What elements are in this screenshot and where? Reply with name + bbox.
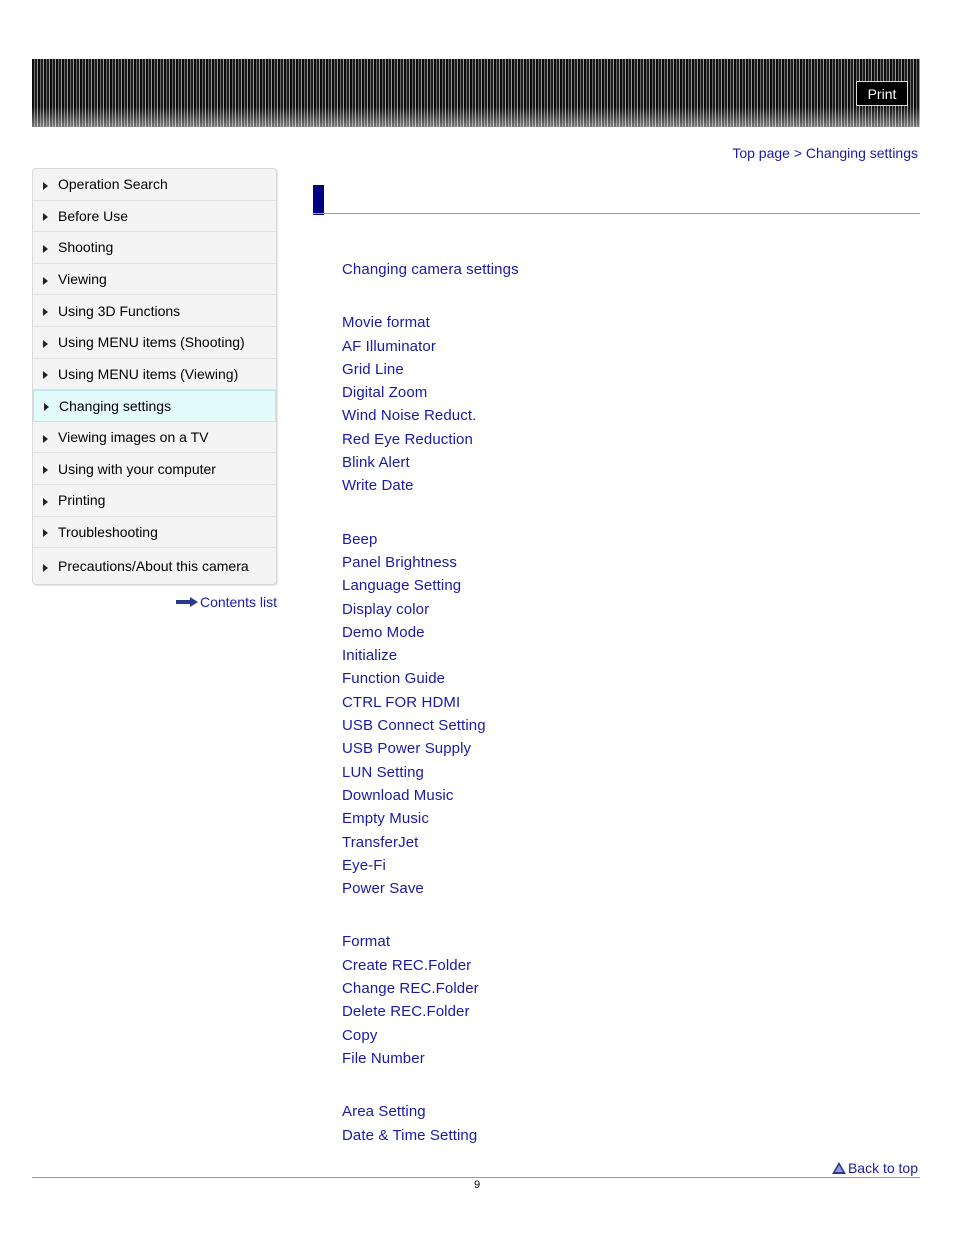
sidebar-item-using-menu-items-viewing[interactable]: [33, 359, 276, 391]
settings-link[interactable]: AF Illuminator: [342, 337, 436, 355]
sidebar-item-label: Viewing: [58, 271, 107, 288]
settings-link[interactable]: Write Date: [342, 477, 414, 495]
settings-link[interactable]: USB Connect Setting: [342, 717, 486, 735]
sidebar-item-label: Using MENU items (Viewing): [58, 365, 239, 382]
link-group: [342, 262, 519, 285]
settings-link[interactable]: Function Guide: [342, 670, 446, 688]
settings-link[interactable]: LUN Setting: [342, 763, 424, 781]
sidebar-item-shooting[interactable]: [33, 232, 276, 264]
settings-link[interactable]: Wind Noise Reduct.: [342, 407, 477, 425]
back-to-top-label: Back to top: [847, 1160, 918, 1176]
sidebar-item-using-3d-functions[interactable]: [33, 295, 276, 327]
contents-list-link[interactable]: [176, 594, 277, 610]
link-group: [342, 532, 519, 905]
triangle-right-icon: [43, 182, 48, 190]
sidebar-item-before-use[interactable]: [33, 201, 276, 233]
sidebar-nav: [32, 168, 277, 585]
settings-link[interactable]: USB Power Supply: [342, 740, 472, 758]
settings-link[interactable]: Beep: [342, 530, 378, 548]
settings-link[interactable]: Power Save: [342, 880, 424, 898]
sidebar-item-label: Operation Search: [58, 176, 168, 193]
settings-link[interactable]: Digital Zoom: [342, 384, 428, 402]
settings-link[interactable]: Area Setting: [342, 1103, 426, 1121]
settings-link[interactable]: Initialize: [342, 647, 398, 665]
footer-divider: [32, 1177, 920, 1178]
link-group: [342, 315, 519, 501]
triangle-right-icon: [43, 340, 48, 348]
settings-link[interactable]: Eye-Fi: [342, 856, 386, 874]
triangle-right-icon: [43, 371, 48, 379]
sidebar-item-label: Troubleshooting: [58, 523, 158, 540]
settings-link[interactable]: File Number: [342, 1049, 425, 1067]
page-title-accent: [313, 185, 324, 215]
sidebar-item-printing[interactable]: [33, 485, 276, 517]
settings-link[interactable]: Display color: [342, 600, 430, 618]
settings-link[interactable]: CTRL FOR HDMI: [342, 693, 461, 711]
settings-link[interactable]: Date & Time Setting: [342, 1126, 478, 1144]
sidebar-item-using-with-your-computer[interactable]: [33, 453, 276, 485]
sidebar-item-viewing[interactable]: [33, 264, 276, 296]
sidebar-item-label: Shooting: [58, 239, 114, 256]
sidebar-item-precautions-about-this-camera[interactable]: [33, 548, 276, 584]
settings-link-list: [342, 262, 519, 1181]
contents-list-label: Contents list: [199, 594, 277, 610]
sidebar-item-operation-search[interactable]: [33, 169, 276, 201]
triangle-right-icon: [43, 466, 48, 474]
sidebar-item-label: Using MENU items (Shooting): [58, 334, 245, 351]
sidebar-item-viewing-images-on-a-tv[interactable]: [33, 422, 276, 454]
triangle-right-icon: [44, 403, 49, 411]
sidebar-item-using-menu-items-shooting[interactable]: [33, 327, 276, 359]
settings-link[interactable]: Panel Brightness: [342, 553, 458, 571]
print-button[interactable]: Print: [856, 81, 908, 106]
triangle-up-icon: [832, 1162, 846, 1174]
sidebar-item-label: Using 3D Functions: [58, 302, 181, 319]
sidebar-item-label: Viewing images on a TV: [58, 429, 209, 446]
triangle-right-icon: [43, 564, 48, 572]
settings-link[interactable]: Blink Alert: [342, 454, 410, 472]
sidebar-item-label: Before Use: [58, 207, 129, 224]
triangle-right-icon: [43, 529, 48, 537]
settings-link[interactable]: Changing camera settings: [342, 261, 519, 278]
triangle-right-icon: [43, 213, 48, 221]
page-number: 9: [473, 1179, 481, 1191]
link-group: [342, 934, 519, 1074]
sidebar-item-label: Printing: [58, 492, 106, 509]
sidebar-item-troubleshooting[interactable]: [33, 517, 276, 549]
settings-link[interactable]: Language Setting: [342, 577, 462, 595]
triangle-right-icon: [43, 277, 48, 285]
sidebar-item-changing-settings[interactable]: [33, 390, 276, 422]
sidebar-item-label: Using with your computer: [58, 460, 216, 477]
breadcrumb-top-page-link[interactable]: Top page: [732, 145, 790, 161]
settings-link[interactable]: Download Music: [342, 786, 454, 804]
triangle-right-icon: [43, 245, 48, 253]
breadcrumb: [732, 145, 918, 161]
triangle-right-icon: [43, 435, 48, 443]
settings-link[interactable]: Create REC.Folder: [342, 956, 472, 974]
header-banner: [32, 59, 920, 127]
triangle-right-icon: [43, 498, 48, 506]
settings-link[interactable]: Grid Line: [342, 360, 404, 378]
back-to-top-link[interactable]: [832, 1160, 918, 1176]
settings-link[interactable]: TransferJet: [342, 833, 419, 851]
sidebar-item-label: Changing settings: [59, 397, 172, 414]
settings-link[interactable]: Red Eye Reduction: [342, 430, 473, 448]
arrow-right-icon: [176, 597, 198, 607]
breadcrumb-current-link[interactable]: Changing settings: [805, 145, 918, 161]
settings-link[interactable]: Empty Music: [342, 810, 429, 828]
settings-link[interactable]: Movie format: [342, 314, 430, 332]
settings-link[interactable]: Format: [342, 933, 391, 951]
link-group: [342, 1104, 519, 1151]
page-title-divider: [313, 213, 920, 214]
settings-link[interactable]: Change REC.Folder: [342, 980, 479, 998]
breadcrumb-separator: >: [789, 145, 806, 161]
triangle-right-icon: [43, 308, 48, 316]
settings-link[interactable]: Copy: [342, 1026, 378, 1044]
sidebar-item-label: Precautions/About this camera: [58, 558, 249, 575]
settings-link[interactable]: Demo Mode: [342, 623, 425, 641]
settings-link[interactable]: Delete REC.Folder: [342, 1003, 470, 1021]
